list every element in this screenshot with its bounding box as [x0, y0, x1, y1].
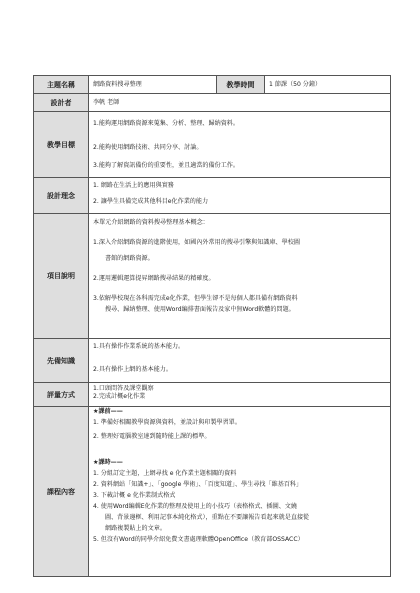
label-title: 主題名稱 — [34, 76, 89, 94]
assessment-item: 2.完成計概e化作業 — [93, 393, 146, 400]
content-cell — [89, 407, 391, 577]
objective-item: 1.能夠運用網路資源來蒐集、分析、整理、歸納資料。 — [93, 120, 239, 127]
objective-item: 3.能夠了解資訊備份的重要性，並且適當的備份工作。 — [93, 162, 239, 169]
before-class-item: 1. 準備好相關教學資源與資料，並設計與印製學習單。 — [93, 419, 241, 426]
assessment-item: 1.口頭問答及課堂觀察 — [93, 385, 154, 392]
label-designer: 設計者 — [34, 94, 89, 112]
description-point-3-cont: 搜尋、歸納整理、使用Word編排書面報告及家中無Word軟體的問題。 — [105, 306, 295, 313]
label-teaching-time: 教學時間 — [217, 76, 265, 94]
description-cell — [89, 214, 391, 339]
value-teaching-time: 1 節課（50 分鐘） — [265, 76, 391, 94]
during-class-item: 2. 資料網站「知識+」、「google 學術」、「百度知道」、學生尋找「維基百科」 — [93, 481, 303, 488]
objectives-cell — [89, 112, 391, 178]
during-class-item: 1. 分組訂定主題，上網尋找 e 化作業主題相關的資料 — [93, 470, 237, 477]
during-class-heading: ★課時—— — [93, 459, 123, 466]
concept-item: 1. 網路在生活上的應用與實務 — [93, 182, 174, 189]
concept-item: 2. 讓學生具備完成其他科目e化作業的能力 — [93, 198, 209, 205]
description-intro: 本單元介紹網路的資料搜尋整理基本概念： — [93, 219, 209, 226]
prior-item: 1.具有操作作業系統的基本能力。 — [93, 343, 185, 350]
description-point-2: 2.運用邏輯運算提昇網路搜尋結果的精確度。 — [93, 275, 215, 282]
during-class-item: 4. 使用Word編輯E化作業的整理及使用上的小技巧（表格格式、插圖、文繞 — [93, 503, 297, 510]
before-class-heading: ★課前—— — [93, 408, 123, 415]
value-title: 網路資料搜尋整理 — [89, 76, 217, 94]
during-class-item-cont: 網路複製貼上的文章。 — [105, 525, 166, 532]
before-class-item: 2. 整理好電腦教室達到隨時能上課的標準。 — [93, 433, 211, 440]
assessment-cell — [89, 383, 391, 407]
during-class-item: 5. 但沒有Word的同學介紹免費文書處理軟體OpenOffice（教育部OSSACC） — [93, 536, 304, 543]
label-prior-knowledge: 先備知識 — [34, 339, 89, 383]
description-point-1-cont: 書館的網路資源。 — [105, 255, 154, 262]
during-class-item: 3. 下載計概 e 化作業制式格式 — [93, 492, 176, 499]
label-objectives: 教學目標 — [34, 112, 89, 178]
lesson-plan-table — [33, 75, 391, 577]
during-class-item-cont: 圖、背景邊框、利用記事本純化格式），重點在不要讓報告看起來就是直接從 — [105, 514, 310, 521]
label-content: 課程內容 — [34, 407, 89, 577]
prior-item: 2.具有操作上網的基本能力。 — [93, 366, 172, 373]
prior-knowledge-cell — [89, 339, 391, 383]
label-concept: 設計理念 — [34, 178, 89, 214]
description-point-1: 1.深入介紹網路資源的進階使用，如國內外常用的搜尋引擎與知識庫、學校圖 — [93, 239, 300, 246]
label-description: 項目說明 — [34, 214, 89, 339]
value-designer: 李帆 老師 — [89, 94, 391, 112]
concept-cell — [89, 178, 391, 214]
label-assessment: 評量方式 — [34, 383, 89, 407]
objective-item: 2.能夠使用網路技術、共同分享、討論。 — [93, 144, 203, 151]
description-point-3: 3.依解學校現在各科需完成e化作業，但學生卻不是每個人都具備有網路資料 — [93, 295, 298, 302]
